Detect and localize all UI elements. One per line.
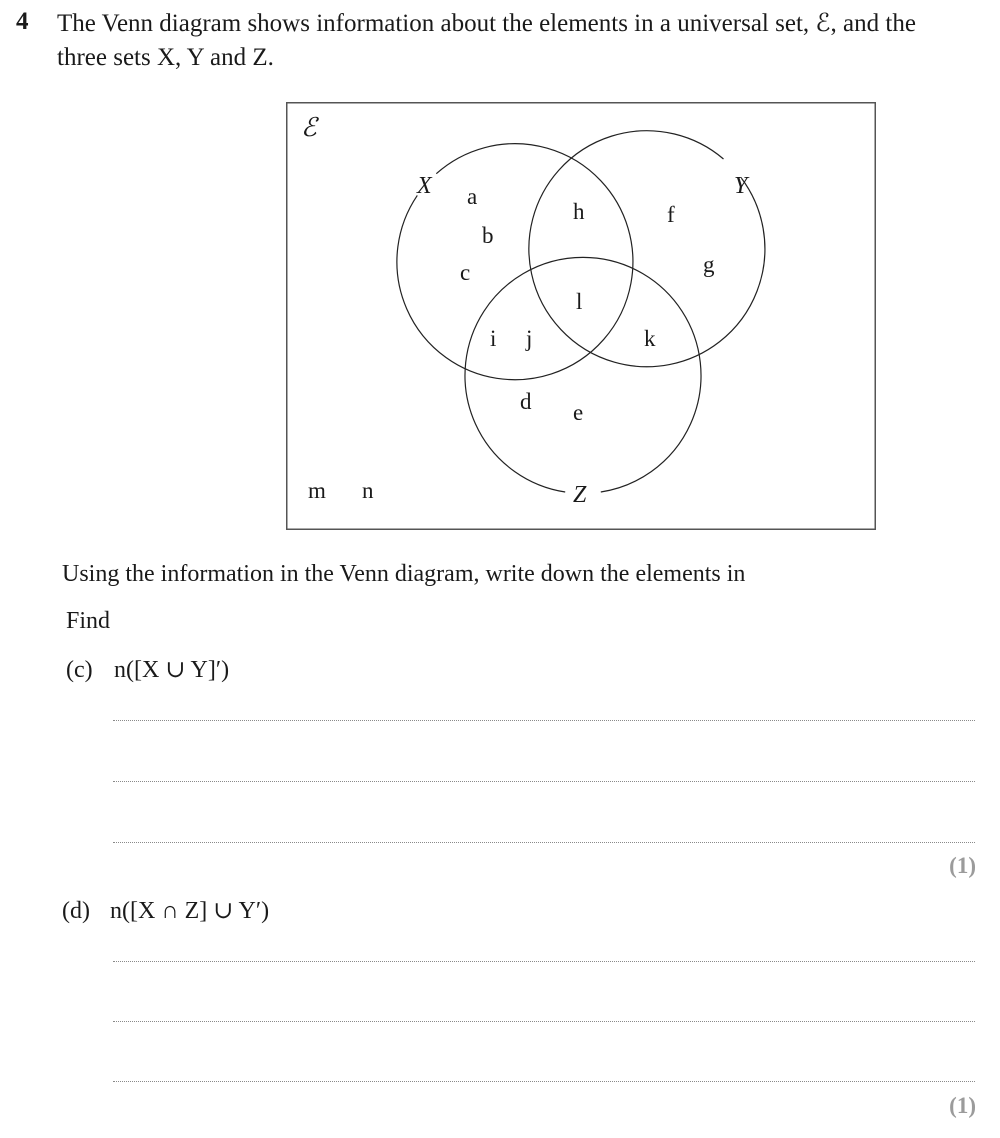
universal-set-symbol: ℰ <box>301 113 317 142</box>
set-y-label: Y <box>734 173 748 199</box>
part-d-answer-line-3[interactable] <box>113 1081 975 1082</box>
universal-set-box <box>287 103 876 530</box>
element-f: f <box>667 202 675 227</box>
element-c: c <box>460 260 471 285</box>
set-z-circle <box>465 257 701 492</box>
set-x-label: X <box>417 173 432 199</box>
question-intro-line-1: The Venn diagram shows information about the elements in a universal set, ℰ, and the <box>57 10 916 37</box>
element-h: h <box>573 199 585 224</box>
part-d-expression: n([X ∩ Z] ∪ Y′) <box>110 898 270 924</box>
element-d: d <box>520 389 532 414</box>
part-d-label: (d) <box>62 898 90 924</box>
set-x-circle <box>397 144 633 380</box>
element-k: k <box>644 326 656 351</box>
venn-diagram-svg <box>286 102 876 530</box>
part-c-answer-line-1[interactable] <box>113 720 975 721</box>
part-d-answer-line-2[interactable] <box>113 1021 975 1022</box>
part-d-marks: (1) <box>949 1093 976 1118</box>
part-c-marks: (1) <box>949 853 976 878</box>
element-i: i <box>490 326 497 351</box>
question-number: 4 <box>16 8 29 35</box>
part-c-answer-line-3[interactable] <box>113 842 975 843</box>
element-n: n <box>362 478 374 503</box>
element-j: j <box>526 326 533 351</box>
element-g: g <box>703 252 715 277</box>
element-b: b <box>482 223 494 248</box>
set-z-label: Z <box>573 482 587 508</box>
element-m: m <box>308 478 326 503</box>
part-c-label: (c) <box>66 657 93 683</box>
element-a: a <box>467 184 478 209</box>
part-c-answer-line-2[interactable] <box>113 781 975 782</box>
instruction-text: Using the information in the Venn diagram, write down the elements in <box>62 561 746 587</box>
element-l: l <box>576 289 583 314</box>
part-d-answer-line-1[interactable] <box>113 961 975 962</box>
part-c-expression: n([X ∪ Y]′) <box>114 657 230 683</box>
part-c-question <box>66 655 229 684</box>
find-label: Find <box>66 608 111 634</box>
part-d-question <box>62 896 269 925</box>
venn-diagram <box>286 102 876 530</box>
question-intro-line-2: three sets X, Y and Z. <box>57 44 274 71</box>
element-e: e <box>573 400 584 425</box>
